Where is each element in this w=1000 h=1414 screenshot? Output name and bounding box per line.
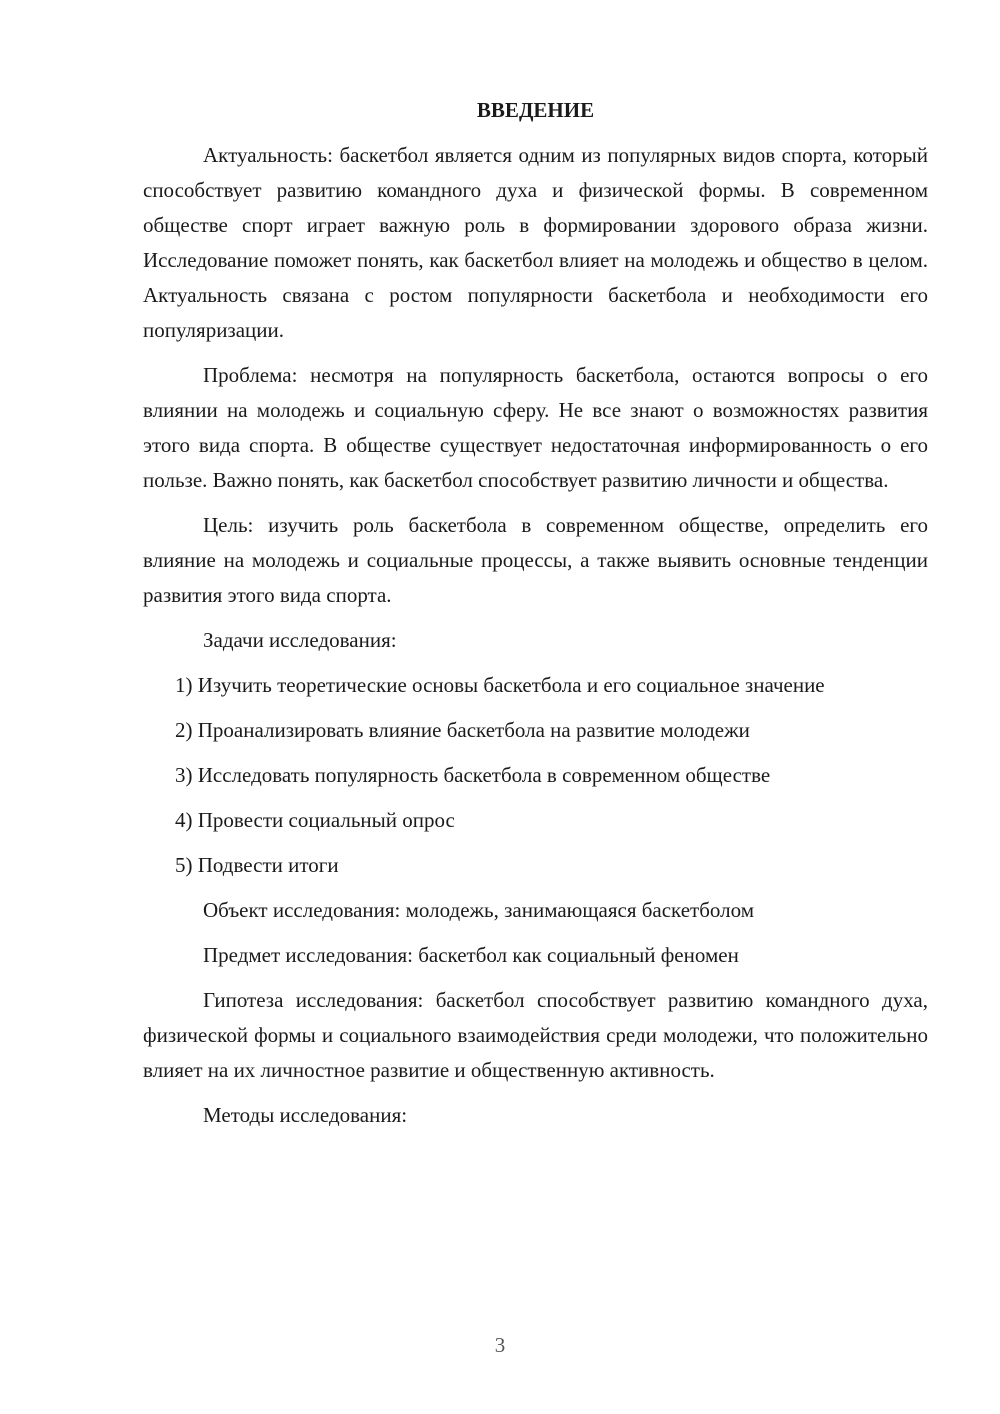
- relevance-paragraph: Актуальность: баскетбол является одним из популярных видов спорта, который способствует развитию командного духа и физической формы. В современном обществе спорт играет важную роль в формировании здорового образа жизни. Исследование поможет понять, как баскетбол влияет на молодежь и общество в целом. Актуальность связана с ростом популярности баскетбола и необходимости его популяризации.: [143, 143, 928, 342]
- task-item-2: 2) Проанализировать влияние баскетбола на развитие молодежи: [175, 718, 750, 742]
- goal-paragraph: Цель: изучить роль баскетбола в современном обществе, определить его влияние на молодежь и социальные процессы, а также выявить основные тенденции развития этого вида спорта.: [143, 513, 928, 607]
- tasks-heading: Задачи исследования:: [203, 628, 397, 652]
- task-item-4: 4) Провести социальный опрос: [175, 808, 455, 832]
- page-content: [143, 92, 928, 1143]
- hypothesis-paragraph: Гипотеза исследования: баскетбол способствует развитию командного духа, физической формы и социального взаимодействия среди молодежи, что положительно влияет на их личностное развитие и общественную активность.: [143, 988, 928, 1082]
- methods-heading: Методы исследования:: [203, 1103, 408, 1127]
- problem-paragraph: Проблема: несмотря на популярность баскетбола, остаются вопросы о его влиянии на молодежь и социальную сферу. Не все знают о возможностях развития этого вида спорта. В обществе существует недостаточная информированность о его пользе. Важно понять, как баскетбол способствует развитию личности и общества.: [143, 363, 928, 492]
- task-item-1: 1) Изучить теоретические основы баскетбола и его социальное значение: [175, 673, 825, 697]
- task-item-3: 3) Исследовать популярность баскетбола в современном обществе: [175, 763, 771, 787]
- page-number: 3: [494, 1333, 506, 1357]
- section-title: ВВЕДЕНИЕ: [476, 98, 595, 122]
- task-item-5: 5) Подвести итоги: [175, 853, 339, 877]
- subject-paragraph: Предмет исследования: баскетбол как социальный феномен: [203, 943, 739, 967]
- object-paragraph: Объект исследования: молодежь, занимающаяся баскетболом: [203, 898, 755, 922]
